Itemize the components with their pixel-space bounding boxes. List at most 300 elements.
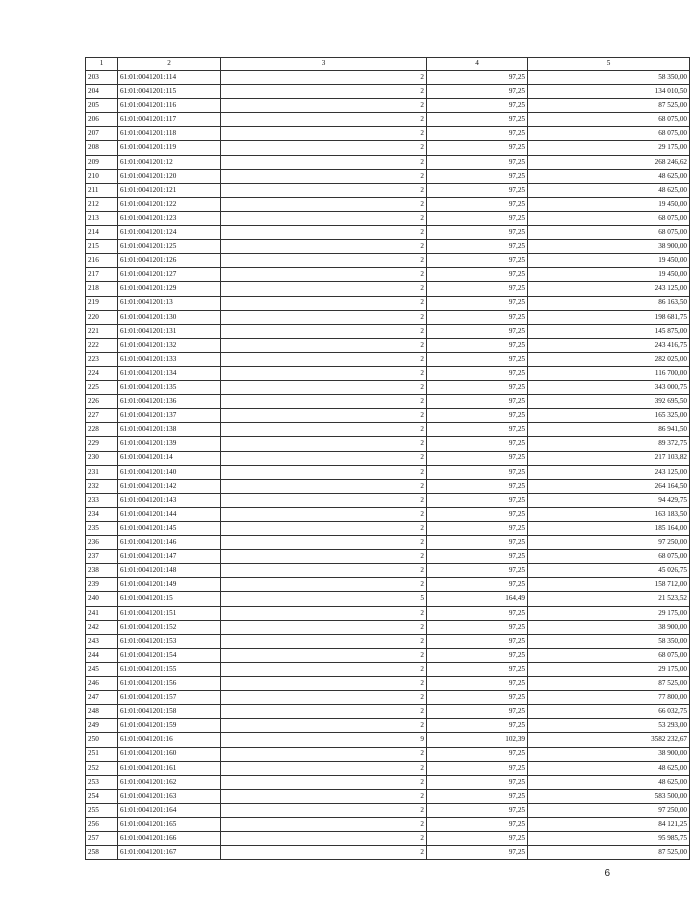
- specific-value-cell: 97,25: [427, 719, 528, 733]
- table-row: [86, 381, 690, 395]
- cadastral-number-cell: 61:01:0041201:138: [118, 423, 221, 437]
- row-number-cell: 220: [86, 310, 118, 324]
- group-code-cell: 5: [221, 592, 427, 606]
- row-number-cell: 238: [86, 564, 118, 578]
- specific-value-cell: 97,25: [427, 282, 528, 296]
- column-header-1: 1: [86, 58, 118, 71]
- cadastral-value-cell: 87 525,00: [528, 99, 690, 113]
- row-number-cell: 209: [86, 155, 118, 169]
- group-code-cell: 2: [221, 254, 427, 268]
- specific-value-cell: 97,25: [427, 141, 528, 155]
- table-row: [86, 183, 690, 197]
- row-number-cell: 248: [86, 705, 118, 719]
- table-row: [86, 789, 690, 803]
- cadastral-value-cell: 86 163,50: [528, 296, 690, 310]
- table-row: [86, 592, 690, 606]
- group-code-cell: 2: [221, 71, 427, 85]
- table-row: [86, 197, 690, 211]
- table-row: [86, 705, 690, 719]
- specific-value-cell: 97,25: [427, 522, 528, 536]
- row-number-cell: 213: [86, 211, 118, 225]
- cadastral-value-cell: 58 350,00: [528, 634, 690, 648]
- table-row: [86, 817, 690, 831]
- cadastral-number-cell: 61:01:0041201:121: [118, 183, 221, 197]
- cadastral-value-cell: 38 900,00: [528, 747, 690, 761]
- cadastral-number-cell: 61:01:0041201:145: [118, 522, 221, 536]
- specific-value-cell: 97,25: [427, 338, 528, 352]
- table-row: [86, 761, 690, 775]
- cadastral-number-cell: 61:01:0041201:114: [118, 71, 221, 85]
- specific-value-cell: 97,25: [427, 183, 528, 197]
- row-number-cell: 208: [86, 141, 118, 155]
- row-number-cell: 235: [86, 522, 118, 536]
- specific-value-cell: 97,25: [427, 550, 528, 564]
- specific-value-cell: 97,25: [427, 197, 528, 211]
- group-code-cell: 2: [221, 226, 427, 240]
- specific-value-cell: 97,25: [427, 705, 528, 719]
- cadastral-number-cell: 61:01:0041201:135: [118, 381, 221, 395]
- cadastral-value-cell: 87 525,00: [528, 846, 690, 860]
- row-number-cell: 255: [86, 803, 118, 817]
- cadastral-value-table: [85, 57, 690, 860]
- table-row: [86, 324, 690, 338]
- group-code-cell: 2: [221, 99, 427, 113]
- cadastral-value-cell: 97 250,00: [528, 536, 690, 550]
- specific-value-cell: 97,25: [427, 409, 528, 423]
- table-row: [86, 648, 690, 662]
- cadastral-value-cell: 264 164,50: [528, 479, 690, 493]
- specific-value-cell: 97,25: [427, 352, 528, 366]
- row-number-cell: 212: [86, 197, 118, 211]
- row-number-cell: 246: [86, 677, 118, 691]
- group-code-cell: 2: [221, 846, 427, 860]
- column-header-5: 5: [528, 58, 690, 71]
- group-code-cell: 2: [221, 620, 427, 634]
- cadastral-value-cell: 97 250,00: [528, 803, 690, 817]
- specific-value-cell: 97,25: [427, 832, 528, 846]
- page-number: 6: [604, 868, 610, 879]
- cadastral-number-cell: 61:01:0041201:155: [118, 662, 221, 676]
- specific-value-cell: 97,25: [427, 817, 528, 831]
- table-row: [86, 423, 690, 437]
- table-row: [86, 550, 690, 564]
- row-number-cell: 233: [86, 493, 118, 507]
- cadastral-value-cell: 134 010,50: [528, 85, 690, 99]
- cadastral-number-cell: 61:01:0041201:136: [118, 395, 221, 409]
- specific-value-cell: 97,25: [427, 127, 528, 141]
- group-code-cell: 2: [221, 832, 427, 846]
- cadastral-number-cell: 61:01:0041201:123: [118, 211, 221, 225]
- cadastral-value-cell: 48 625,00: [528, 183, 690, 197]
- row-number-cell: 217: [86, 268, 118, 282]
- row-number-cell: 250: [86, 733, 118, 747]
- row-number-cell: 205: [86, 99, 118, 113]
- cadastral-number-cell: 61:01:0041201:156: [118, 677, 221, 691]
- table-row: [86, 268, 690, 282]
- specific-value-cell: 97,25: [427, 648, 528, 662]
- cadastral-number-cell: 61:01:0041201:126: [118, 254, 221, 268]
- group-code-cell: 2: [221, 465, 427, 479]
- group-code-cell: 2: [221, 113, 427, 127]
- specific-value-cell: 102,39: [427, 733, 528, 747]
- cadastral-value-cell: 38 900,00: [528, 620, 690, 634]
- row-number-cell: 229: [86, 437, 118, 451]
- table-row: [86, 127, 690, 141]
- column-header-3: 3: [221, 58, 427, 71]
- row-number-cell: 241: [86, 606, 118, 620]
- table-row: [86, 71, 690, 85]
- cadastral-number-cell: 61:01:0041201:140: [118, 465, 221, 479]
- table-row: [86, 352, 690, 366]
- cadastral-value-cell: 165 325,00: [528, 409, 690, 423]
- cadastral-number-cell: 61:01:0041201:157: [118, 691, 221, 705]
- group-code-cell: 2: [221, 155, 427, 169]
- table-row: [86, 479, 690, 493]
- table-row: [86, 733, 690, 747]
- group-code-cell: 2: [221, 352, 427, 366]
- row-number-cell: 240: [86, 592, 118, 606]
- specific-value-cell: 97,25: [427, 85, 528, 99]
- row-number-cell: 222: [86, 338, 118, 352]
- row-number-cell: 243: [86, 634, 118, 648]
- specific-value-cell: 97,25: [427, 789, 528, 803]
- row-number-cell: 211: [86, 183, 118, 197]
- cadastral-number-cell: 61:01:0041201:125: [118, 240, 221, 254]
- cadastral-value-cell: 48 625,00: [528, 761, 690, 775]
- table-row: [86, 634, 690, 648]
- cadastral-number-cell: 61:01:0041201:130: [118, 310, 221, 324]
- cadastral-number-cell: 61:01:0041201:152: [118, 620, 221, 634]
- specific-value-cell: 97,25: [427, 395, 528, 409]
- cadastral-number-cell: 61:01:0041201:149: [118, 578, 221, 592]
- cadastral-value-cell: 58 350,00: [528, 71, 690, 85]
- specific-value-cell: 97,25: [427, 310, 528, 324]
- table-row: [86, 507, 690, 521]
- specific-value-cell: 97,25: [427, 268, 528, 282]
- group-code-cell: 2: [221, 324, 427, 338]
- cadastral-value-cell: 68 075,00: [528, 648, 690, 662]
- group-code-cell: 2: [221, 789, 427, 803]
- group-code-cell: 2: [221, 423, 427, 437]
- cadastral-value-cell: 185 164,00: [528, 522, 690, 536]
- specific-value-cell: 97,25: [427, 437, 528, 451]
- cadastral-value-cell: 3582 232,67: [528, 733, 690, 747]
- cadastral-number-cell: 61:01:0041201:13: [118, 296, 221, 310]
- cadastral-value-cell: 268 246,62: [528, 155, 690, 169]
- table-row: [86, 564, 690, 578]
- group-code-cell: 2: [221, 662, 427, 676]
- specific-value-cell: 97,25: [427, 381, 528, 395]
- table-row: [86, 578, 690, 592]
- group-code-cell: 2: [221, 366, 427, 380]
- cadastral-value-cell: 84 121,25: [528, 817, 690, 831]
- cadastral-value-cell: 243 416,75: [528, 338, 690, 352]
- row-number-cell: 219: [86, 296, 118, 310]
- group-code-cell: 2: [221, 803, 427, 817]
- cadastral-number-cell: 61:01:0041201:139: [118, 437, 221, 451]
- specific-value-cell: 97,25: [427, 451, 528, 465]
- cadastral-number-cell: 61:01:0041201:120: [118, 169, 221, 183]
- group-code-cell: 2: [221, 606, 427, 620]
- table-row: [86, 310, 690, 324]
- cadastral-number-cell: 61:01:0041201:163: [118, 789, 221, 803]
- specific-value-cell: 97,25: [427, 155, 528, 169]
- specific-value-cell: 164,49: [427, 592, 528, 606]
- cadastral-value-cell: 48 625,00: [528, 169, 690, 183]
- specific-value-cell: 97,25: [427, 71, 528, 85]
- row-number-cell: 256: [86, 817, 118, 831]
- group-code-cell: 2: [221, 296, 427, 310]
- specific-value-cell: 97,25: [427, 296, 528, 310]
- cadastral-number-cell: 61:01:0041201:137: [118, 409, 221, 423]
- table-row: [86, 620, 690, 634]
- row-number-cell: 204: [86, 85, 118, 99]
- cadastral-value-cell: 53 293,00: [528, 719, 690, 733]
- table-row: [86, 437, 690, 451]
- group-code-cell: 2: [221, 817, 427, 831]
- table-row: [86, 226, 690, 240]
- row-number-cell: 218: [86, 282, 118, 296]
- cadastral-number-cell: 61:01:0041201:14: [118, 451, 221, 465]
- cadastral-number-cell: 61:01:0041201:15: [118, 592, 221, 606]
- cadastral-value-cell: 19 450,00: [528, 268, 690, 282]
- cadastral-number-cell: 61:01:0041201:167: [118, 846, 221, 860]
- group-code-cell: 2: [221, 536, 427, 550]
- row-number-cell: 251: [86, 747, 118, 761]
- cadastral-value-cell: 217 103,82: [528, 451, 690, 465]
- table-row: [86, 113, 690, 127]
- row-number-cell: 215: [86, 240, 118, 254]
- cadastral-value-cell: 392 695,50: [528, 395, 690, 409]
- table-row: [86, 141, 690, 155]
- table-row: [86, 846, 690, 860]
- column-header-2: 2: [118, 58, 221, 71]
- group-code-cell: 2: [221, 719, 427, 733]
- cadastral-number-cell: 61:01:0041201:159: [118, 719, 221, 733]
- cadastral-value-cell: 583 500,00: [528, 789, 690, 803]
- table-row: [86, 536, 690, 550]
- specific-value-cell: 97,25: [427, 747, 528, 761]
- group-code-cell: 2: [221, 578, 427, 592]
- cadastral-value-cell: 77 800,00: [528, 691, 690, 705]
- cadastral-number-cell: 61:01:0041201:122: [118, 197, 221, 211]
- group-code-cell: 2: [221, 677, 427, 691]
- cadastral-number-cell: 61:01:0041201:158: [118, 705, 221, 719]
- specific-value-cell: 97,25: [427, 324, 528, 338]
- specific-value-cell: 97,25: [427, 169, 528, 183]
- cadastral-number-cell: 61:01:0041201:147: [118, 550, 221, 564]
- group-code-cell: 2: [221, 197, 427, 211]
- cadastral-value-cell: 68 075,00: [528, 226, 690, 240]
- cadastral-number-cell: 61:01:0041201:146: [118, 536, 221, 550]
- group-code-cell: 2: [221, 127, 427, 141]
- cadastral-value-cell: 94 429,75: [528, 493, 690, 507]
- specific-value-cell: 97,25: [427, 677, 528, 691]
- row-number-cell: 247: [86, 691, 118, 705]
- specific-value-cell: 97,25: [427, 226, 528, 240]
- specific-value-cell: 97,25: [427, 240, 528, 254]
- cadastral-value-cell: 145 875,00: [528, 324, 690, 338]
- row-number-cell: 224: [86, 366, 118, 380]
- table-row: [86, 662, 690, 676]
- cadastral-value-cell: 68 075,00: [528, 211, 690, 225]
- row-number-cell: 249: [86, 719, 118, 733]
- row-number-cell: 244: [86, 648, 118, 662]
- cadastral-value-cell: 29 175,00: [528, 141, 690, 155]
- group-code-cell: 2: [221, 564, 427, 578]
- cadastral-number-cell: 61:01:0041201:161: [118, 761, 221, 775]
- cadastral-number-cell: 61:01:0041201:160: [118, 747, 221, 761]
- specific-value-cell: 97,25: [427, 465, 528, 479]
- table-row: [86, 606, 690, 620]
- cadastral-number-cell: 61:01:0041201:12: [118, 155, 221, 169]
- row-number-cell: 245: [86, 662, 118, 676]
- column-header-4: 4: [427, 58, 528, 71]
- group-code-cell: 2: [221, 522, 427, 536]
- group-code-cell: 2: [221, 381, 427, 395]
- row-number-cell: 214: [86, 226, 118, 240]
- cadastral-value-cell: 86 941,50: [528, 423, 690, 437]
- specific-value-cell: 97,25: [427, 99, 528, 113]
- table-row: [86, 240, 690, 254]
- group-code-cell: 2: [221, 550, 427, 564]
- row-number-cell: 239: [86, 578, 118, 592]
- cadastral-number-cell: 61:01:0041201:166: [118, 832, 221, 846]
- table-row: [86, 747, 690, 761]
- table-row: [86, 493, 690, 507]
- group-code-cell: 2: [221, 409, 427, 423]
- specific-value-cell: 97,25: [427, 493, 528, 507]
- row-number-cell: 207: [86, 127, 118, 141]
- cadastral-value-cell: 95 985,75: [528, 832, 690, 846]
- cadastral-number-cell: 61:01:0041201:124: [118, 226, 221, 240]
- cadastral-number-cell: 61:01:0041201:117: [118, 113, 221, 127]
- cadastral-value-cell: 29 175,00: [528, 662, 690, 676]
- row-number-cell: 242: [86, 620, 118, 634]
- cadastral-value-cell: 66 032,75: [528, 705, 690, 719]
- table-row: [86, 451, 690, 465]
- specific-value-cell: 97,25: [427, 211, 528, 225]
- cadastral-value-cell: 343 000,75: [528, 381, 690, 395]
- table-row: [86, 254, 690, 268]
- row-number-cell: 223: [86, 352, 118, 366]
- table-row: [86, 832, 690, 846]
- cadastral-number-cell: 61:01:0041201:165: [118, 817, 221, 831]
- row-number-cell: 206: [86, 113, 118, 127]
- cadastral-value-cell: 243 125,00: [528, 282, 690, 296]
- group-code-cell: 2: [221, 338, 427, 352]
- cadastral-value-cell: 45 026,75: [528, 564, 690, 578]
- cadastral-number-cell: 61:01:0041201:118: [118, 127, 221, 141]
- cadastral-value-cell: 19 450,00: [528, 254, 690, 268]
- group-code-cell: 2: [221, 395, 427, 409]
- cadastral-number-cell: 61:01:0041201:164: [118, 803, 221, 817]
- row-number-cell: 232: [86, 479, 118, 493]
- table-row: [86, 395, 690, 409]
- table-row: [86, 282, 690, 296]
- cadastral-number-cell: 61:01:0041201:16: [118, 733, 221, 747]
- row-number-cell: 258: [86, 846, 118, 860]
- cadastral-number-cell: 61:01:0041201:134: [118, 366, 221, 380]
- cadastral-number-cell: 61:01:0041201:154: [118, 648, 221, 662]
- table-header-row: [86, 58, 690, 71]
- specific-value-cell: 97,25: [427, 606, 528, 620]
- table-row: [86, 677, 690, 691]
- cadastral-number-cell: 61:01:0041201:153: [118, 634, 221, 648]
- specific-value-cell: 97,25: [427, 662, 528, 676]
- row-number-cell: 253: [86, 775, 118, 789]
- table-row: [86, 338, 690, 352]
- cadastral-number-cell: 61:01:0041201:143: [118, 493, 221, 507]
- cadastral-value-cell: 89 372,75: [528, 437, 690, 451]
- specific-value-cell: 97,25: [427, 423, 528, 437]
- cadastral-number-cell: 61:01:0041201:115: [118, 85, 221, 99]
- group-code-cell: 2: [221, 310, 427, 324]
- cadastral-value-cell: 68 075,00: [528, 127, 690, 141]
- group-code-cell: 2: [221, 691, 427, 705]
- specific-value-cell: 97,25: [427, 113, 528, 127]
- table-body: [86, 71, 690, 860]
- cadastral-value-cell: 38 900,00: [528, 240, 690, 254]
- group-code-cell: 2: [221, 705, 427, 719]
- specific-value-cell: 97,25: [427, 775, 528, 789]
- group-code-cell: 2: [221, 437, 427, 451]
- row-number-cell: 252: [86, 761, 118, 775]
- cadastral-number-cell: 61:01:0041201:116: [118, 99, 221, 113]
- table-row: [86, 366, 690, 380]
- cadastral-number-cell: 61:01:0041201:129: [118, 282, 221, 296]
- specific-value-cell: 97,25: [427, 254, 528, 268]
- table-row: [86, 99, 690, 113]
- cadastral-value-cell: 21 523,52: [528, 592, 690, 606]
- cadastral-number-cell: 61:01:0041201:148: [118, 564, 221, 578]
- cadastral-value-cell: 87 525,00: [528, 677, 690, 691]
- table-row: [86, 803, 690, 817]
- cadastral-number-cell: 61:01:0041201:133: [118, 352, 221, 366]
- specific-value-cell: 97,25: [427, 691, 528, 705]
- specific-value-cell: 97,25: [427, 507, 528, 521]
- group-code-cell: 2: [221, 507, 427, 521]
- specific-value-cell: 97,25: [427, 578, 528, 592]
- row-number-cell: 227: [86, 409, 118, 423]
- row-number-cell: 228: [86, 423, 118, 437]
- cadastral-number-cell: 61:01:0041201:144: [118, 507, 221, 521]
- group-code-cell: 2: [221, 479, 427, 493]
- cadastral-number-cell: 61:01:0041201:131: [118, 324, 221, 338]
- cadastral-value-cell: 48 625,00: [528, 775, 690, 789]
- specific-value-cell: 97,25: [427, 620, 528, 634]
- cadastral-number-cell: 61:01:0041201:132: [118, 338, 221, 352]
- group-code-cell: 2: [221, 141, 427, 155]
- cadastral-value-cell: 163 183,50: [528, 507, 690, 521]
- table-row: [86, 409, 690, 423]
- table-row: [86, 155, 690, 169]
- cadastral-value-cell: 116 700,00: [528, 366, 690, 380]
- row-number-cell: 221: [86, 324, 118, 338]
- cadastral-number-cell: 61:01:0041201:162: [118, 775, 221, 789]
- specific-value-cell: 97,25: [427, 634, 528, 648]
- table-row: [86, 211, 690, 225]
- row-number-cell: 203: [86, 71, 118, 85]
- specific-value-cell: 97,25: [427, 564, 528, 578]
- specific-value-cell: 97,25: [427, 366, 528, 380]
- cadastral-value-cell: 198 681,75: [528, 310, 690, 324]
- table-row: [86, 296, 690, 310]
- table-row: [86, 465, 690, 479]
- row-number-cell: 210: [86, 169, 118, 183]
- cadastral-number-cell: 61:01:0041201:127: [118, 268, 221, 282]
- group-code-cell: 2: [221, 761, 427, 775]
